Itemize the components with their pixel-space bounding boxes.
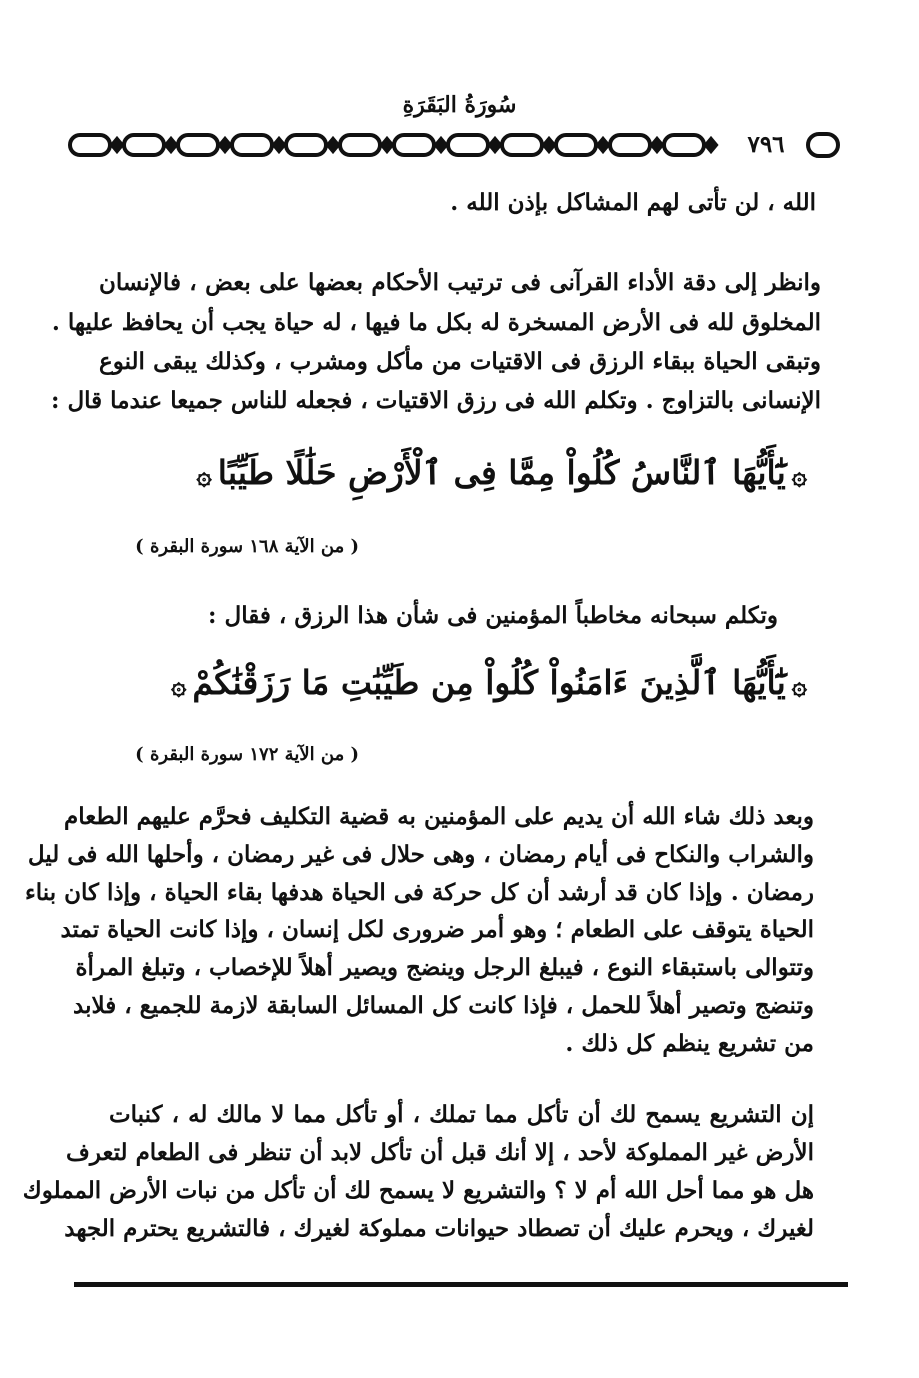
page-number: ٧٩٦: [736, 128, 796, 162]
header-ornament: [68, 128, 841, 162]
chain-link: [124, 135, 164, 155]
chain-link: [664, 135, 704, 155]
chain-diamond: [328, 139, 338, 151]
chain-link: [394, 135, 434, 155]
text-line: وتتوالى باستبقاء النوع ، فيبلغ الرجل وينضج ويصير أهلاً للإخصاب ، وتبلغ المرأة: [75, 954, 814, 981]
verse-open-ornament-icon: ۞: [791, 671, 807, 701]
quran-verse: [165, 663, 813, 702]
chain-link: [448, 135, 488, 155]
chain-diamond: [166, 139, 176, 151]
text-line: وتكلم سبحانه مخاطباً المؤمنين فى شأن هذا الرزق ، فقال :: [208, 602, 778, 629]
chain-link: [232, 135, 272, 155]
chain-diamond: [112, 139, 122, 151]
chain-link: [286, 135, 326, 155]
text-line: وتنضج وتصير أهلاً للحمل ، فإذا كانت كل المسائل السابقة لازمة للجميع ، فلابد: [73, 992, 814, 1019]
text-line: الحياة يتوقف على الطعام ؛ وهو أمر ضرورى لكل إنسان ، وإذا كانت الحياة تمتد: [60, 916, 814, 943]
text-line: الإنسانى بالتزاوج . وتكلم الله فى رزق الاقتيات ، فجعله للناس جميعا عندما قال :: [50, 387, 821, 414]
chain-diamond: [436, 139, 446, 151]
verse-close-ornament-icon: ۞: [171, 671, 187, 701]
text-line: والشراب والنكاح فى أيام رمضان ، وهى حلال فى غير رمضان ، وأحلها الله فى ليل: [27, 841, 814, 868]
text-line: رمضان . وإذا كان قد أرشد أن كل حركة فى الحياة هدفها بقاء الحياة ، وإذا كان بناء: [24, 879, 814, 906]
verse-reference: ( من الآية ١٦٨ سورة البقرة ): [135, 536, 359, 557]
text-line: وبعد ذلك شاء الله أن يديم على المؤمنين به قضية التكليف فحرَّم عليهم الطعام: [63, 803, 814, 830]
chain-diamond: [220, 139, 230, 151]
chain-link: [502, 135, 542, 155]
chain-diamond: [652, 139, 662, 151]
surah-title: سُورَةُ البَقَرَةِ: [402, 92, 517, 118]
verse-reference: ( من الآية ١٧٢ سورة البقرة ): [135, 744, 359, 765]
chain-link: [70, 135, 110, 155]
text-line: وانظر إلى دقة الأداء القرآنى فى ترتيب الأحكام بعضها على بعض ، فالإنسان: [99, 269, 821, 296]
text-line: من تشريع ينظم كل ذلك .: [565, 1030, 814, 1057]
quran-verse: [191, 453, 813, 492]
chain-diamond: [274, 139, 284, 151]
chain-diamond: [382, 139, 392, 151]
text-line: الأرض غير المملوكة لأحد ، إلا أنك قبل أن تأكل لابد أن تنظر فى الطعام لتعرف: [65, 1139, 814, 1166]
text-line: الله ، لن تأتى لهم المشاكل بإذن الله .: [450, 189, 816, 216]
text-line: لغيرك ، ويحرم عليك أن تصطاد حيوانات مملوكة لغيرك ، فالتشريع يحترم الجهد: [64, 1215, 814, 1242]
verse-close-ornament-icon: ۞: [196, 461, 212, 491]
verse-open-ornament-icon: ۞: [791, 461, 807, 491]
text-line: هل هو مما أحل الله أم لا ؟ والتشريع لا يسمح لك أن تأكل من نبات الأرض المملوك: [22, 1177, 814, 1204]
verse-text: يَٰٓأَيُّهَا ٱلنَّاسُ كُلُواْ مِمَّا فِى ٱلْأَرْضِ حَلَٰلًا طَيِّبًا: [217, 453, 786, 492]
chain-link: [556, 135, 596, 155]
chain-diamond: [706, 139, 716, 151]
text-line: وتبقى الحياة ببقاء الرزق فى الاقتيات من مأكل ومشرب ، وكذلك يبقى النوع: [99, 348, 821, 375]
chain-diamond: [598, 139, 608, 151]
chain-link: [340, 135, 380, 155]
chain-diamond: [490, 139, 500, 151]
text-line: إن التشريع يسمح لك أن تأكل مما تملك ، أو تأكل مما لا مالك له ، كنبات: [109, 1101, 814, 1128]
footer-rule: [74, 1282, 848, 1287]
text-line: المخلوق لله فى الأرض المسخرة له بكل ما فيها ، له حياة يجب أن يحافظ عليها .: [51, 309, 821, 336]
verse-text: يَٰٓأَيُّهَا ٱلَّذِينَ ءَامَنُواْ كُلُواْ مِن طَيِّبَٰتِ مَا رَزَقْنَٰكُمْ: [192, 663, 786, 702]
chain-link: [178, 135, 218, 155]
chain-link: [610, 135, 650, 155]
chain-diamond: [544, 139, 554, 151]
